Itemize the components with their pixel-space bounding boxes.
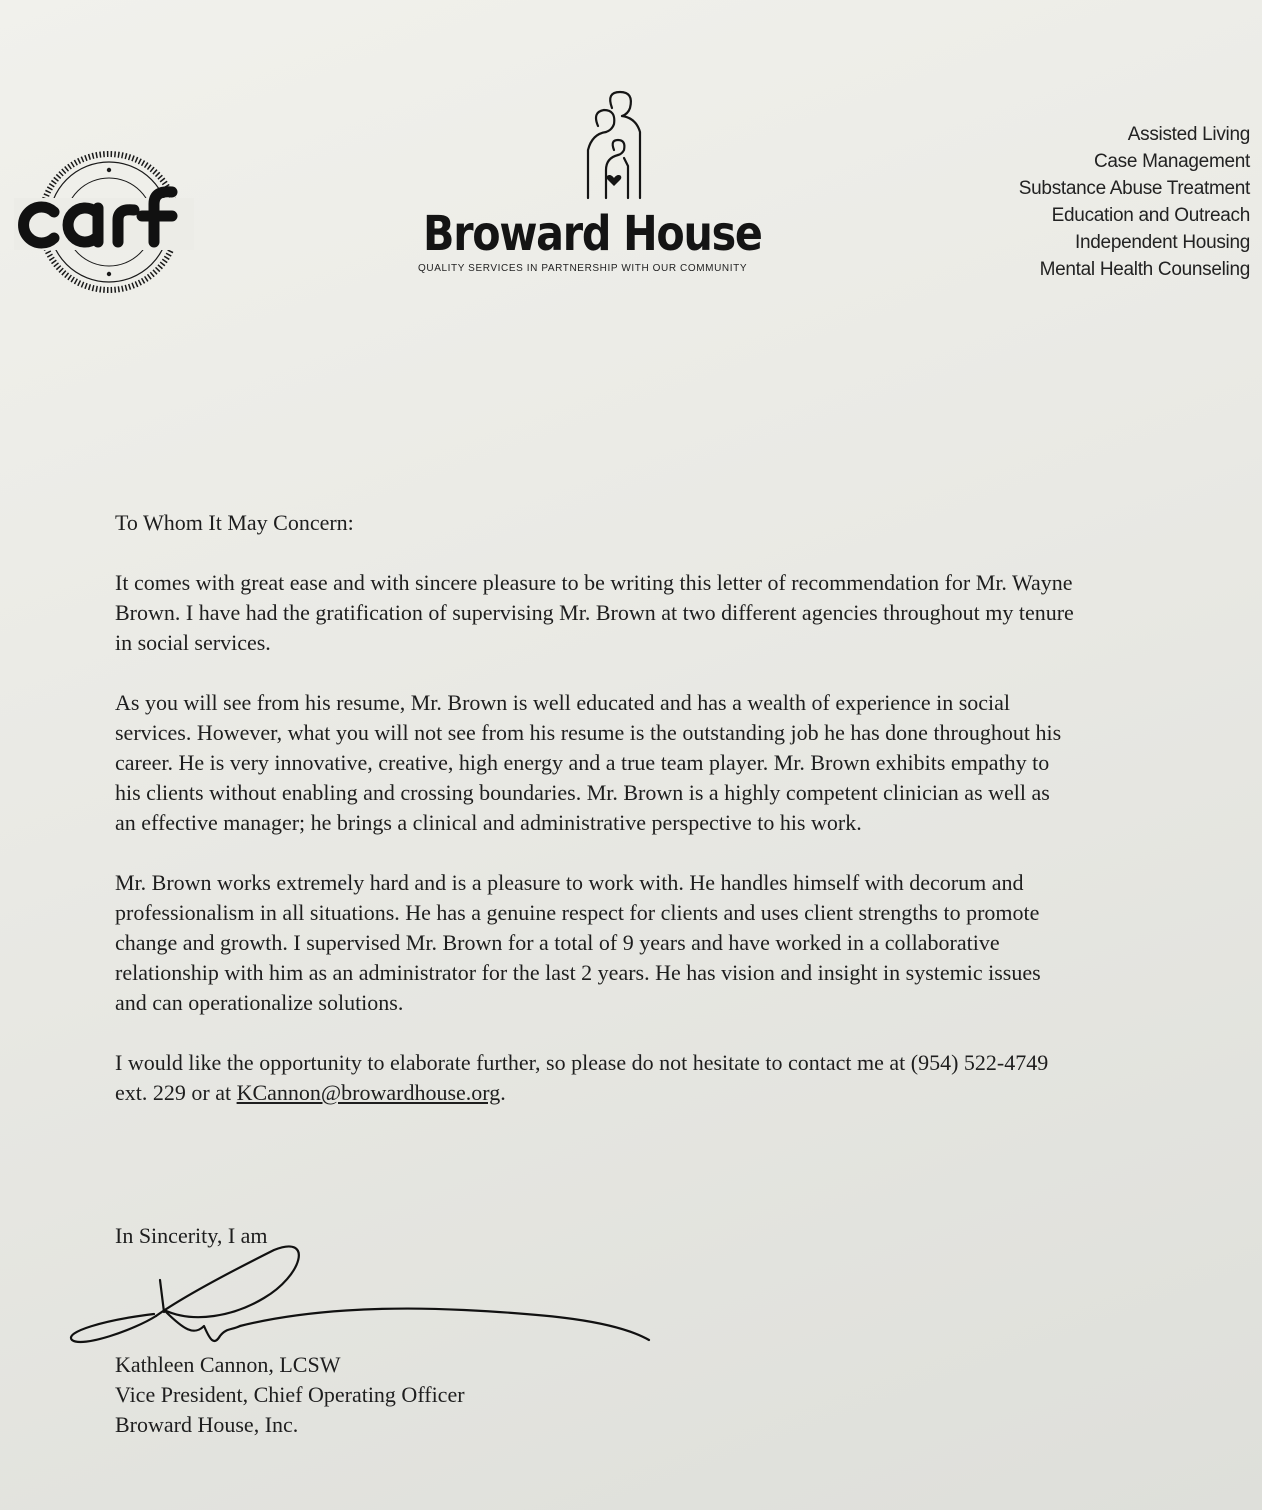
family-figures-icon bbox=[576, 88, 656, 208]
signature-icon bbox=[64, 1240, 664, 1360]
service-item: Assisted Living bbox=[1127, 124, 1250, 145]
paragraph-2: As you will see from his resume, Mr. Brown is well educated and has a wealth of experience in social services. However, what you will not see from his resume is the outstanding job he has done throughout his career. He is very innovative, creative, high energy and a true team player. Mr. Brown exhibits empathy to his clients without enabling and crossing boundaries. Mr. Brown is a highly competent clinician as well as an effective manager; he brings a clinical and administrative perspective to his work. bbox=[115, 690, 1062, 835]
signer-title: Vice President, Chief Operating Officer bbox=[115, 1382, 465, 1407]
broward-house-logo bbox=[408, 88, 828, 288]
email-link[interactable]: KCannon@browardhouse.org bbox=[236, 1080, 501, 1105]
brand-name: Broward House bbox=[423, 206, 762, 262]
service-item: Education and Outreach bbox=[1051, 205, 1250, 226]
paragraph-4 bbox=[115, 1048, 1075, 1108]
carf-seal-icon bbox=[14, 150, 194, 300]
salutation: To Whom It May Concern: bbox=[115, 510, 354, 535]
contact-text: I would like the opportunity to elaborate further, so please do not hesitate to contact me at (954) 522-4749 ext. 229 or at bbox=[115, 1050, 1049, 1105]
letter-body bbox=[115, 508, 1075, 1138]
paragraph-3: Mr. Brown works extremely hard and is a pleasure to work with. He handles himself with decorum and professionalism in all situations. He has a genuine respect for clients and uses client strengths to promote change and growth. I supervised Mr. Brown for a total of 9 years and have worked in a collaborative relationship with him as an administrator for the last 2 years. He has vision and insight in systemic issues and can operationalize solutions. bbox=[115, 870, 1041, 1015]
handwritten-signature bbox=[64, 1240, 664, 1360]
brand-tagline: QUALITY SERVICES IN PARTNERSHIP WITH OUR COMMUNITY bbox=[418, 263, 748, 274]
signer-organization: Broward House, Inc. bbox=[115, 1412, 299, 1437]
paragraph-1: It comes with great ease and with sincere pleasure to be writing this letter of recommendation for Mr. Wayne Brown. I have had the gratification of supervising Mr. Brown at two different agencies throughout my tenure in social services. bbox=[115, 570, 1074, 655]
closing: In Sincerity, I am bbox=[115, 1223, 268, 1248]
service-item: Independent Housing bbox=[1075, 232, 1250, 253]
services-list bbox=[1019, 121, 1250, 283]
contact-text-end: . bbox=[500, 1080, 506, 1105]
signer-name: Kathleen Cannon, LCSW bbox=[115, 1352, 341, 1377]
service-item: Substance Abuse Treatment bbox=[1018, 178, 1250, 199]
service-item: Mental Health Counseling bbox=[1039, 259, 1250, 280]
letterhead bbox=[0, 0, 1262, 300]
carf-accreditation-seal bbox=[14, 150, 194, 300]
signer-block bbox=[115, 1350, 465, 1440]
service-item: Case Management bbox=[1093, 151, 1250, 172]
